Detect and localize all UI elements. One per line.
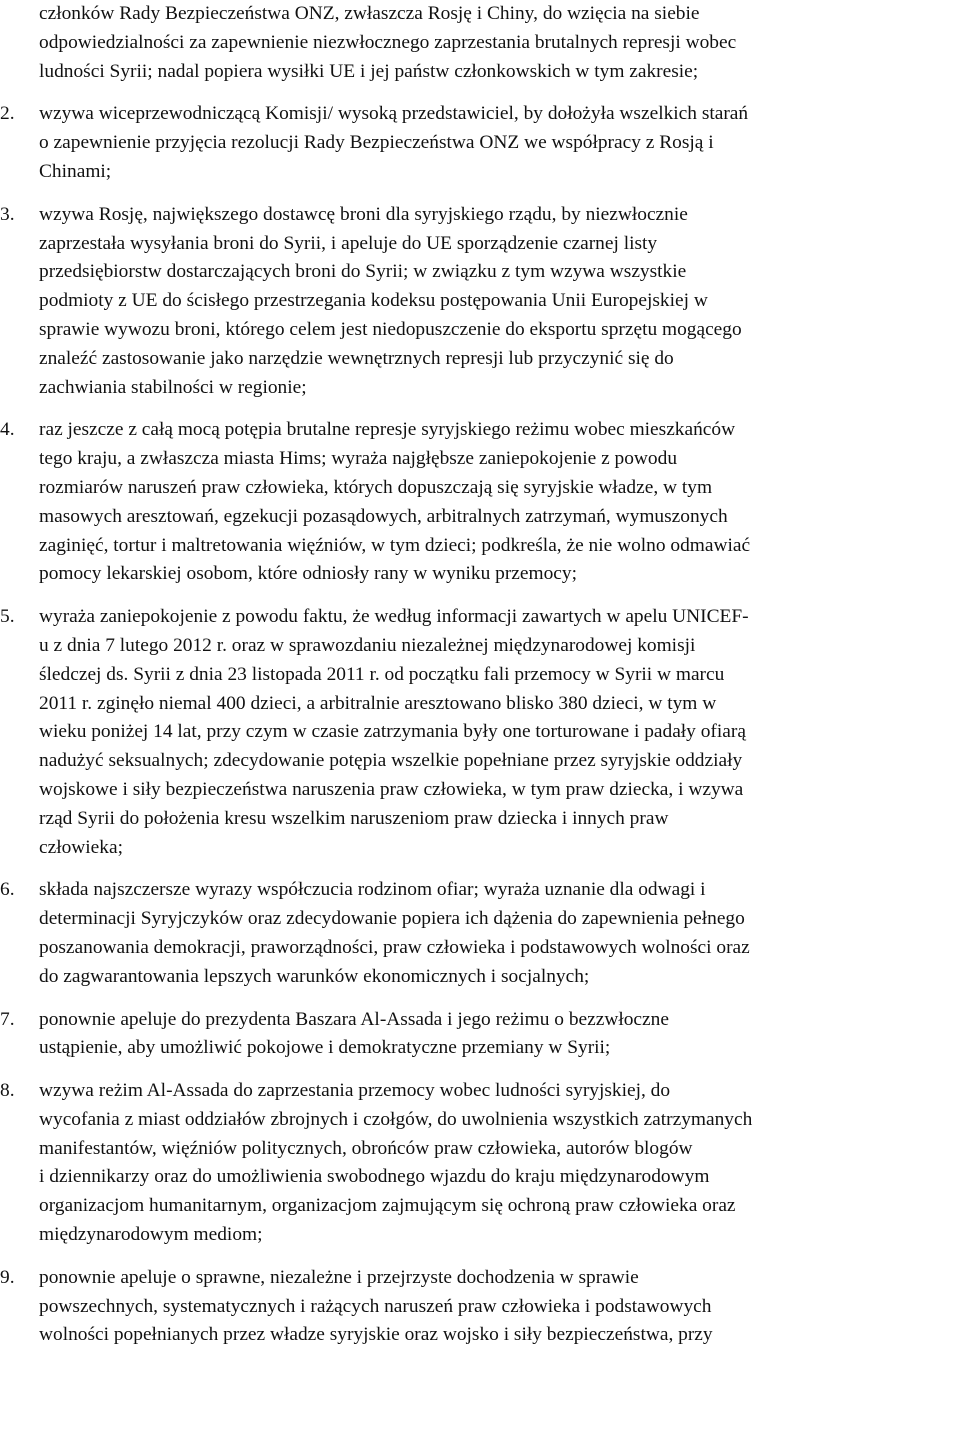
text-line: wzywa wiceprzewodniczącą Komisji/ wysoką przedstawiciel, by dołożyła wszelkich starań [39, 103, 749, 125]
text-line: rozmiarów naruszeń praw człowieka, których dopuszczają się syryjskie władze, w tym [39, 476, 713, 498]
text-line: organizacjom humanitarnym, organizacjom zajmującym się ochroną praw człowieka oraz [39, 1195, 736, 1217]
text-line: u z dnia 7 lutego 2012 r. oraz w sprawozdaniu niezależnej międzynarodowej komisji [39, 634, 696, 656]
text-line: o zapewnienie przyjęcia rezolucji Rady Bezpieczeństwa ONZ we współpracy z Rosją i [39, 132, 714, 154]
text-line: przedsiębiorstw dostarczających broni do Syrii; w związku z tym wzywa wszystkie [39, 261, 687, 283]
text-line: wyraża zaniepokojenie z powodu faktu, że według informacji zawartych w apelu UNICEF- [39, 606, 749, 628]
text-line: nadużyć seksualnych; zdecydowanie potępia wszelkie popełniane przez syryjskie oddziały [39, 750, 743, 772]
text-line: powszechnych, systematycznych i rażących naruszeń praw człowieka i podstawowych [39, 1295, 712, 1317]
text-line: wieku poniżej 14 lat, przy czym w czasie zatrzymania były one torturowane i padały ofiarą [39, 721, 746, 743]
text-line: znaleźć zastosowanie jako narzędzie wewnętrznych represji lub przyczynić się do [39, 347, 674, 369]
text-line: rząd Syrii do położenia kresu wszelkim naruszeniom praw dziecka i innych praw [39, 807, 669, 829]
item-number: 8. [0, 1080, 15, 1102]
text-line: do zagwarantowania lepszych warunków ekonomicznych i socjalnych; [39, 965, 590, 987]
item-number: 6. [0, 879, 15, 901]
text-line: składa najszczersze wyrazy współczucia rodzinom ofiar; wyraża uznanie dla odwagi i [39, 879, 706, 901]
list-item-5 [0, 603, 960, 862]
text-line: raz jeszcze z całą mocą potępia brutalne represje syryjskiego reżimu wobec mieszkańców [39, 419, 736, 441]
text-line: masowych aresztowań, egzekucji pozasądowych, arbitralnych zatrzymań, wymuszonych [39, 505, 728, 527]
text-line: wzywa reżim Al-Assada do zaprzestania przemocy wobec ludności syryjskiej, do [39, 1080, 671, 1102]
text-line: wolności popełnianych przez władze syryjskie oraz wojsko i siły bezpieczeństwa, przy [39, 1324, 713, 1346]
text-line: zaprzestała wysyłania broni do Syrii, i apeluje do UE sporządzenie czarnej listy [39, 232, 658, 254]
item-number: 5. [0, 606, 15, 628]
text-line: wojskowe i siły bezpieczeństwa naruszenia praw człowieka, w tym praw dziecka, i wzywa [39, 778, 744, 800]
list-item-6 [0, 876, 960, 991]
text-line: ludności Syrii; nadal popiera wysiłki UE i jej państw członkowskich w tym zakresie; [39, 60, 699, 82]
item-number: 9. [0, 1266, 15, 1288]
text-line: odpowiedzialności za zapewnienie niezwłocznego zaprzestania brutalnych represji wobec [39, 31, 737, 53]
list-item-7 [0, 1006, 960, 1064]
text-line: człowieka; [39, 836, 123, 858]
text-line: ustąpienie, aby umożliwić pokojowe i demokratyczne przemiany w Syrii; [39, 1037, 611, 1059]
list-item-3 [0, 201, 960, 403]
text-line: sprawie wywozu broni, którego celem jest niedopuszczenie do eksportu sprzętu mogącego [39, 318, 742, 340]
text-line: determinacji Syryjczyków oraz zdecydowanie popiera ich dążenia do zapewnienia pełnego [39, 908, 745, 930]
intro-paragraph [0, 0, 960, 86]
item-number: 2. [0, 103, 15, 125]
text-line: manifestantów, więźniów politycznych, obrońców praw człowieka, autorów blogów [39, 1137, 693, 1159]
item-number: 3. [0, 203, 15, 225]
text-line: międzynarodowym mediom; [39, 1224, 263, 1246]
text-line: tego kraju, a zwłaszcza miasta Hims; wyraża najgłębsze zaniepokojenie z powodu [39, 448, 678, 470]
list-item-9 [0, 1264, 960, 1350]
item-number: 7. [0, 1008, 15, 1030]
text-line: poszanowania demokracji, praworządności, praw człowieka i podstawowych wolności oraz [39, 936, 750, 958]
text-line: śledczej ds. Syrii z dnia 23 listopada 2011 r. od początku fali przemocy w Syrii w marcu [39, 663, 725, 685]
text-line: członków Rady Bezpieczeństwa ONZ, zwłaszcza Rosję i Chiny, do wzięcia na siebie [39, 3, 700, 24]
item-number: 4. [0, 419, 15, 441]
list-item-8 [0, 1077, 960, 1250]
text-line: zaginięć, tortur i maltretowania więźniów, w tym dzieci; podkreśla, że nie wolno odmawiać [39, 534, 751, 556]
text-line: i dziennikarzy oraz do umożliwienia swobodnego wjazdu do kraju międzynarodowym [39, 1166, 710, 1188]
text-line: Chinami; [39, 160, 112, 182]
text-line: pomocy lekarskiej osobom, które odniosły rany w wyniku przemocy; [39, 563, 577, 585]
list-item-2 [0, 100, 960, 186]
text-line: 2011 r. zginęło niemal 400 dzieci, a arbitralnie aresztowano blisko 380 dzieci, w tym w [39, 692, 717, 714]
text-line: zachwiania stabilności w regionie; [39, 376, 307, 398]
list-item-4 [0, 416, 960, 589]
text-line: podmioty z UE do ścisłego przestrzegania kodeksu postępowania Unii Europejskiej w [39, 290, 708, 312]
text-line: ponownie apeluje o sprawne, niezależne i przejrzyste dochodzenia w sprawie [39, 1266, 639, 1288]
text-line: wycofania z miast oddziałów zbrojnych i czołgów, do uwolnienia wszystkich zatrzymanych [39, 1108, 753, 1130]
text-line: wzywa Rosję, największego dostawcę broni dla syryjskiego rządu, by niezwłocznie [39, 203, 688, 225]
text-line: ponownie apeluje do prezydenta Baszara Al-Assada i jego reżimu o bezzwłoczne [39, 1008, 669, 1030]
